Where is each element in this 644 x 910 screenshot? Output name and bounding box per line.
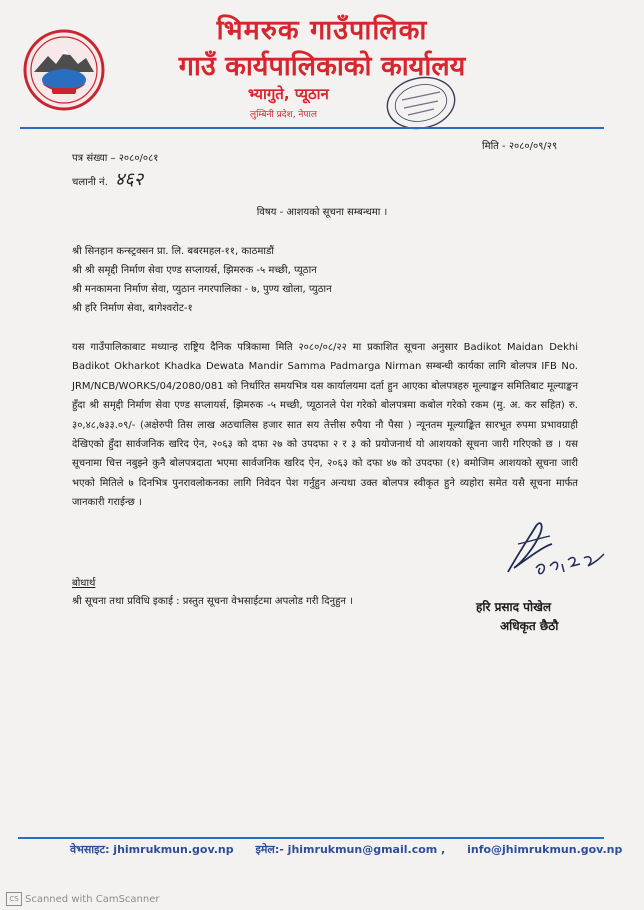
dispatch-number-label: चलानी नं. <box>72 177 108 188</box>
camscanner-icon: CS <box>6 892 22 906</box>
letterhead-office-name: गाउँ कार्यपालिकाको कार्यालय <box>178 51 466 82</box>
footer-email: इमेल:- jhimrukmun@gmail.com , <box>255 843 446 856</box>
signatory-title: अधिकृत छैठौ <box>500 619 559 633</box>
office-stamp <box>384 74 458 132</box>
footer-website: वेभसाइट: jhimrukmun.gov.np <box>70 843 234 856</box>
recipient-list <box>72 242 332 318</box>
footer-info-email: info@jhimrukmun.gov.np <box>467 843 623 856</box>
handwritten-signature <box>500 514 610 586</box>
cc-label: बोधार्थ <box>72 578 96 589</box>
letterhead-municipality-name: भिमरुक गाउँपालिका <box>216 15 428 46</box>
footer-divider <box>18 837 604 839</box>
recipient-item: श्री सिनहान कन्स्ट्रक्सन प्रा. लि. बबरमहल-११, काठमाडौं <box>72 246 274 257</box>
cc-text: श्री सूचना तथा प्रविधि इकाई : प्रस्तुत सूचना वेभसाईटमा अपलोड गरी दिनुहुन । <box>72 596 353 607</box>
scanner-watermark <box>6 892 160 906</box>
recipient-item: श्री हरि निर्माण सेवा, बागेश्वरोट-१ <box>72 303 193 314</box>
recipient-item: श्री मनकामना निर्माण सेवा, प्युठान नगरपालिका - ७, पुण्य खोला, प्युठान <box>72 284 332 295</box>
scanner-watermark-text: Scanned with CamScanner <box>25 893 160 905</box>
header-divider <box>20 127 604 129</box>
letter-footer <box>70 842 640 857</box>
letter-date: मिति - २०८०/०९/२९ <box>482 141 558 152</box>
letterhead-province: लुम्बिनी प्रदेश, नेपाल <box>250 110 317 120</box>
dispatch-number-value: ४६२ <box>114 169 144 190</box>
letter-subject: विषय - आशयको सूचना सम्बन्धमा । <box>256 207 388 218</box>
reference-number: पत्र संख्या – २०८०/०८१ <box>72 153 159 164</box>
recipient-item: श्री श्री समृद्दी निर्माण सेवा एण्ड सप्लायर्स, झिमरुक -५ मच्छी, प्यूठान <box>72 265 317 276</box>
dispatch-number <box>72 167 143 191</box>
signatory-name: हरि प्रसाद पोखेल <box>476 600 552 614</box>
letterhead-address: भ्यागुते, प्यूठान <box>248 85 329 103</box>
letter-body: यस गाउँपालिकाबाट मध्यान्ह राष्ट्रिय दैनिक पत्रिकामा मिति २०८०/०८/२२ मा प्रकाशित सूचना अनुसार Badikot Maidan Dekhi Badikot Okharkot Khadka Dewata Mandir Samma Padmarga Nirman सम्बन्धी कार्यका लागि बोलपत्र IFB No. JRM/NCB/WORKS/04/2080/081 को निर्धारित समयभित्र यस कार्यालयमा दर्ता हुन आएका बोलपत्रहरु मूल्याङ्कन समितिबाट मूल्याङ्कन हुँदा श्री समृद्दी निर्माण सेवा एण्ड सप्लायर्स, झिमरुक -५ मच्छी, प्यूठानले पेश गरेको बोलपत्रमा कबोल गरेको रकम (मु. अ. कर सहित) रु. ३०,४८,७३३.०९/- (अक्षेरुपी तिस लाख अठचालिस हजार सात सय तेत्तीस रुपैया नौ पैसा ) न्यूनतम मूल्याङ्कित सारभूत रुपमा प्रभावग्राही देखिएको हुँदा सार्वजनिक खरिद ऐन, २०६३ को दफा २७ को उपदफा २ र ३ को प्रयोजनार्थ यो आशयको सूचना जारी गरिएको छ । यस सूचनामा चित्त नबुझ्ने कुनै बोलपत्रदाता भएमा सार्वजनिक खरिद ऐन, २०६३ को दफा ४७ को उपदफा (१) बमोजिम आशयको सूचना जारी भएको मितिले ७ दिनभित्र पुनरावलोकनका लागि निवेदन पेश गर्नुहुन अन्यथा उक्त बोलपत्र स्वीकृत हुने व्यहोरा समेत यसै सूचना मार्फत जानकारी गराईन्छ । <box>72 342 578 509</box>
